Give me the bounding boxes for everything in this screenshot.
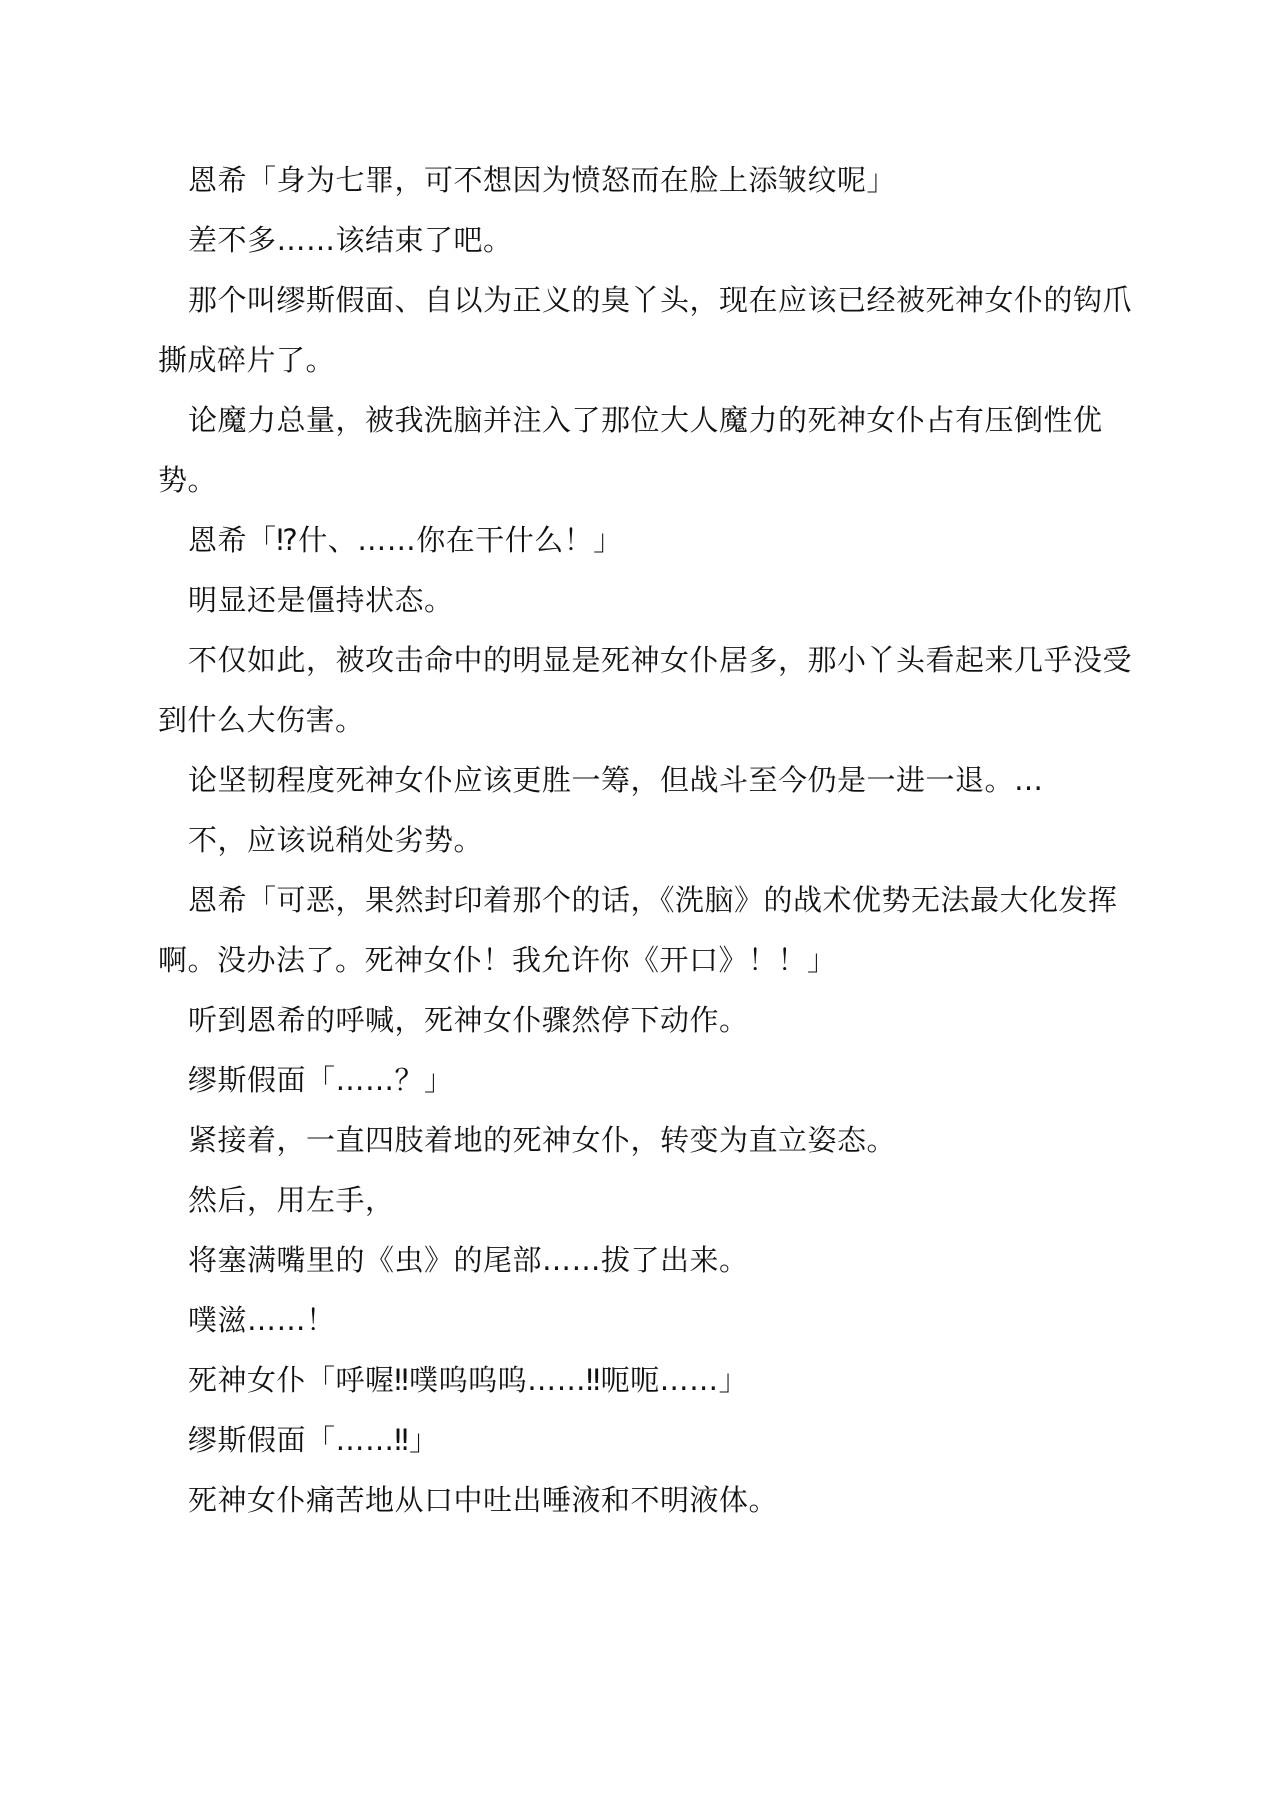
paragraph: 论坚韧程度死神女仆应该更胜一筹，但战斗至今仍是一进一退。… (188, 763, 1044, 797)
paragraph: 论魔力总量，被我洗脑并注入了那位大人魔力的死神女仆占有压倒性优势。 (158, 403, 1103, 497)
paragraph: 然后，用左手， (188, 1183, 395, 1217)
paragraph: 明显还是僵持状态。 (188, 583, 454, 617)
paragraph: 恩希「可恶，果然封印着那个的话，《洗脑》的战术优势无法最大化发挥啊。没办法了。死神女仆！我允许你《开口》！！」 (158, 883, 1118, 977)
paragraph: 差不多……该结束了吧。 (188, 223, 513, 257)
paragraph: 恩希「⁉什、……你在干什么！」 (188, 523, 623, 557)
body-text (158, 150, 1138, 1530)
paragraph: 听到恩希的呼喊，死神女仆骤然停下动作。 (188, 1003, 749, 1037)
paragraph: 将塞满嘴里的《虫》的尾部……拔了出来。 (188, 1243, 749, 1277)
paragraph: 死神女仆痛苦地从口中吐出唾液和不明液体。 (188, 1483, 779, 1517)
paragraph: 死神女仆「呼喔‼噗呜呜呜……‼呃呃……」 (188, 1363, 749, 1397)
paragraph: 那个叫缪斯假面、自以为正义的臭丫头，现在应该已经被死神女仆的钩爪撕成碎片了。 (158, 283, 1133, 377)
paragraph: 不仅如此，被攻击命中的明显是死神女仆居多，那小丫头看起来几乎没受到什么大伤害。 (158, 643, 1133, 737)
paragraph: 缪斯假面「……？」 (188, 1063, 454, 1097)
paragraph: 恩希「身为七罪，可不想因为愤怒而在脸上添皱纹呢」 (188, 163, 897, 197)
paragraph: 紧接着，一直四肢着地的死神女仆，转变为直立姿态。 (188, 1123, 897, 1157)
paragraph: 噗滋……！ (188, 1303, 336, 1337)
paragraph: 不，应该说稍处劣势。 (188, 823, 484, 857)
paragraph: 缪斯假面「……‼」 (188, 1423, 439, 1457)
